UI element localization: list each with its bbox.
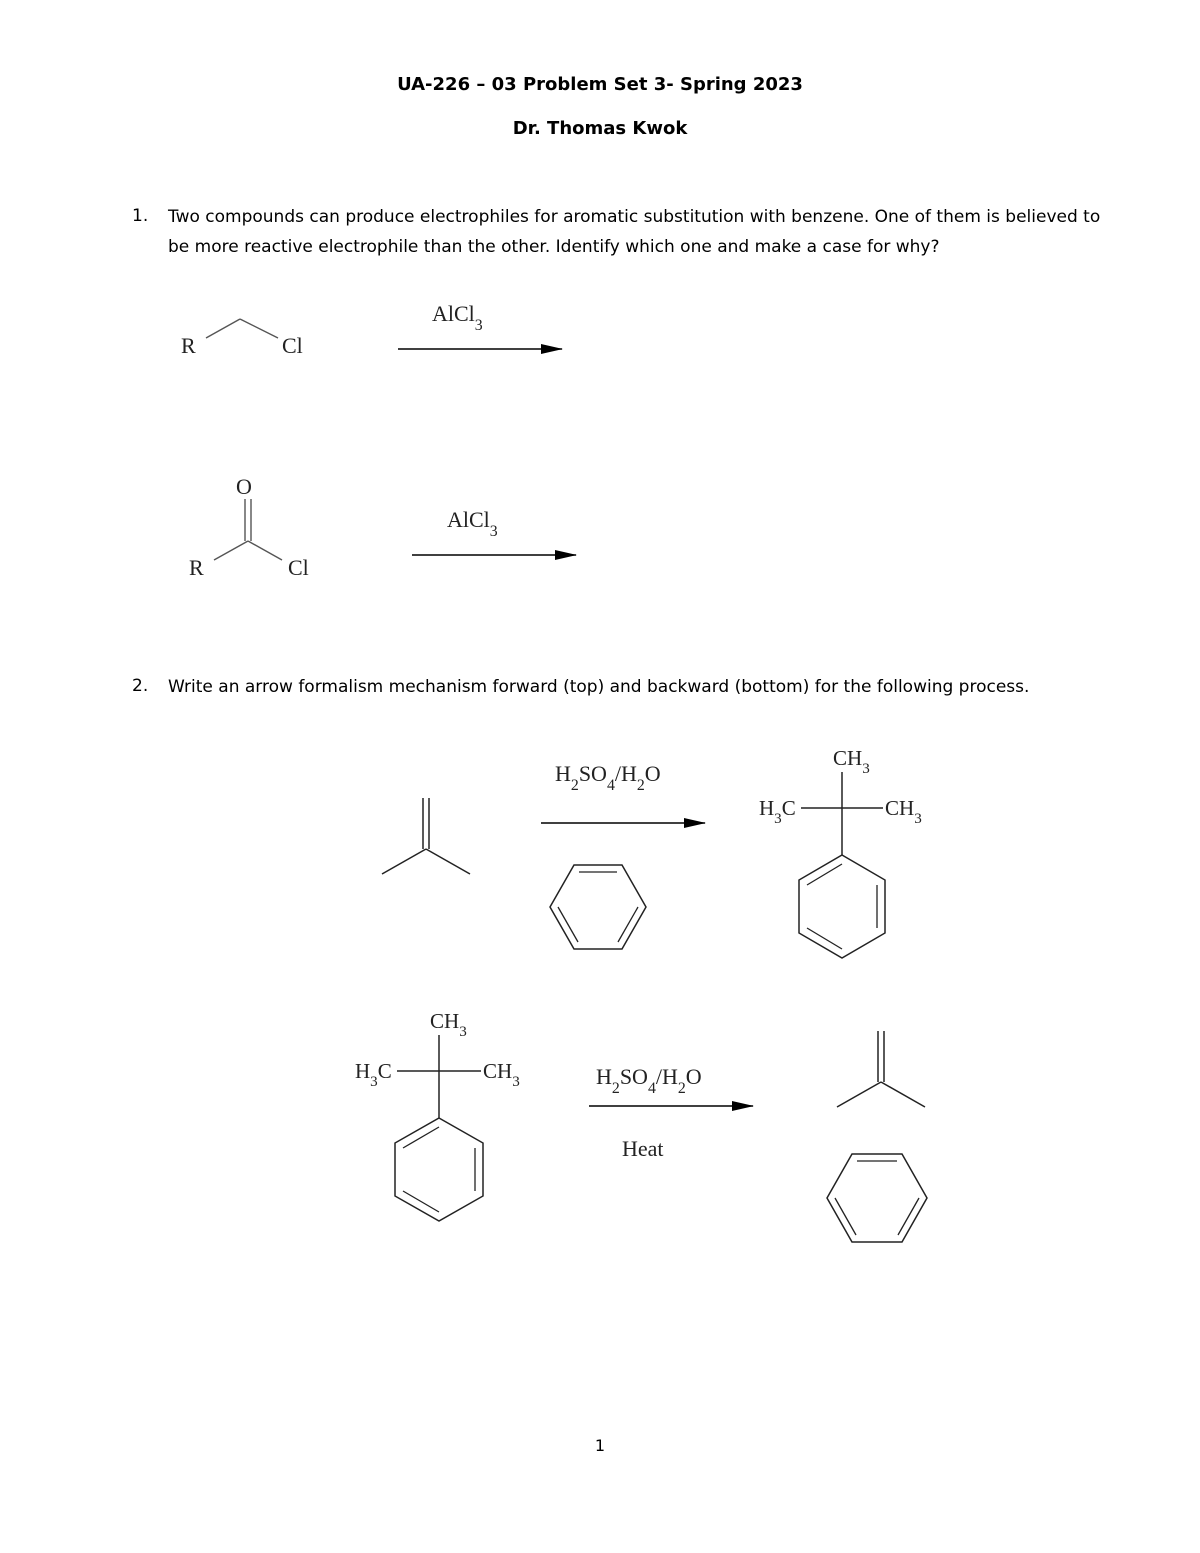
reaction-arrow-1b bbox=[412, 507, 576, 555]
isobutylene-structure bbox=[382, 798, 470, 874]
oxygen-label: O bbox=[236, 474, 252, 499]
methyl-label-right: $CH_3$ bbox=[483, 1059, 520, 1090]
reagent-label-forward: $H_2SO_4/H_2O$ bbox=[555, 761, 661, 794]
chlorine-label: Cl bbox=[282, 333, 303, 358]
chlorine-label: Cl bbox=[288, 555, 309, 580]
methyl-label-left: $H_3C$ bbox=[759, 796, 796, 827]
question-2-number: 2. bbox=[132, 676, 149, 696]
question-2-text: Write an arrow formalism mechanism forward (top) and backward (bottom) for the following process. bbox=[168, 677, 1030, 697]
tert-butylbenzene-product bbox=[759, 746, 922, 958]
question-1-number: 1. bbox=[132, 206, 149, 226]
reaction-arrow-1a bbox=[398, 301, 562, 349]
reagent-label-backward: $H_2SO_4/H_2O$ bbox=[596, 1064, 702, 1097]
methyl-label-top: $CH_3$ bbox=[833, 746, 870, 777]
document-title: UA-226 – 03 Problem Set 3- Spring 2023 bbox=[397, 74, 803, 95]
benzene-product bbox=[827, 1154, 927, 1242]
acyl-chloride-structure bbox=[189, 474, 309, 580]
question-1-text: Two compounds can produce electrophiles for aromatic substitution with benzene. One of them is believed to be more reactive electrophile than the other. Identify which one and make a case for why? bbox=[168, 207, 1101, 257]
tert-butylbenzene-reactant bbox=[355, 1009, 520, 1221]
methyl-label-top: $CH_3$ bbox=[430, 1009, 467, 1040]
methyl-label-left: $H_3C$ bbox=[355, 1059, 392, 1090]
methyl-label-right: $CH_3$ bbox=[885, 796, 922, 827]
reagent-label-1a: AlCl$_3$ bbox=[432, 301, 483, 334]
heat-label: Heat bbox=[622, 1136, 664, 1161]
r-group-label: R bbox=[181, 333, 196, 358]
page-number: 1 bbox=[594, 1436, 606, 1455]
isobutylene-product bbox=[837, 1031, 925, 1107]
reaction-arrow-2-forward bbox=[541, 761, 705, 823]
reagent-label-1b: AlCl$_3$ bbox=[447, 507, 498, 540]
benzene-reactant bbox=[550, 865, 646, 949]
reaction-arrow-2-backward bbox=[589, 1064, 753, 1161]
r-group-label: R bbox=[189, 555, 204, 580]
alkyl-chloride-structure bbox=[181, 319, 303, 358]
document-author: Dr. Thomas Kwok bbox=[512, 118, 688, 139]
